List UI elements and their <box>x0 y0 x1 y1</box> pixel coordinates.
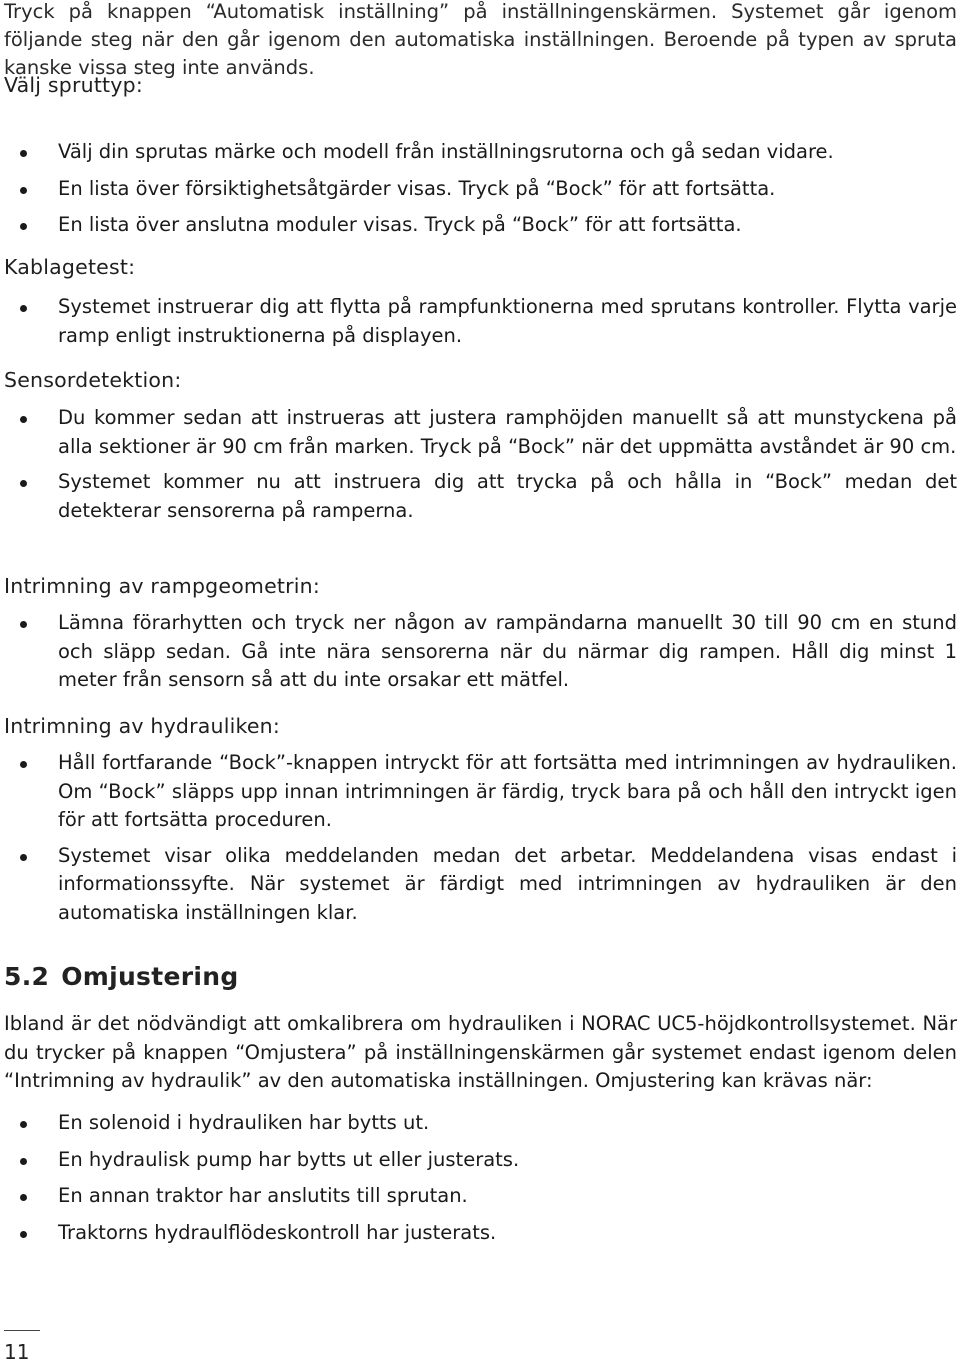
list-item: Systemet kommer nu att instruera dig att trycka på och hålla in “Bock” medan det detekterar sensorerna på ramperna. <box>4 468 957 525</box>
bullet-icon <box>20 1121 27 1128</box>
bullet-icon <box>20 621 27 628</box>
omjustering-paragraph: Ibland är det nödvändigt att omkalibrera om hydrauliken i NORAC UC5-höjdkontrollsystemet. När du trycker på knappen “Omjustera” på inställningenskärmen går systemet endast igenom delen “Intrimning av hydraulik” av den automatiska inställningen. Omjustering kan krävas när: <box>4 1012 957 1092</box>
bullet-icon <box>20 187 27 194</box>
bullet-icon <box>20 416 27 423</box>
bullet-icon <box>20 1231 27 1238</box>
list-item: Systemet visar olika meddelanden medan det arbetar. Meddelandena visas endast i informationssyfte. När systemet är färdigt med intrimningen av hydrauliken är den automatiska inställningen klar. <box>4 842 957 928</box>
bullet-icon <box>20 223 27 230</box>
bullet-icon <box>20 761 27 768</box>
bullet-icon <box>20 480 27 487</box>
list-intrimning-hydrauliken <box>4 749 957 934</box>
list-item: En lista över försiktighetsåtgärder visas. Tryck på “Bock” för att fortsätta. <box>4 175 957 204</box>
list-item: Håll fortfarande “Bock”-knappen intryckt för att fortsätta med intrimningen av hydrauliken. Om “Bock” släpps upp innan intrimningen är färdig, tryck bara på och håll den intryckt igen för att fortsätta proceduren. <box>4 749 957 835</box>
heading-kablagetest: Kablagetest: <box>4 255 136 279</box>
intro-paragraph: Tryck på knappen “Automatisk inställning” på inställningenskärmen. Systemet går igenom följande steg när den går igenom den automatiska inställningen. Beroende på typen av spruta kanske vissa steg inte används. <box>4 0 957 79</box>
section-number: 5.2 <box>4 962 50 991</box>
list-item: Traktorns hydraulflödeskontroll har justerats. <box>4 1219 957 1248</box>
list-item: En annan traktor har anslutits till sprutan. <box>4 1182 957 1211</box>
section-heading-omjustering <box>4 962 239 991</box>
section-title: Omjustering <box>61 962 239 991</box>
list-omjustering <box>4 1109 957 1254</box>
list-item: Systemet instruerar dig att flytta på rampfunktionerna med sprutans kontroller. Flytta varje ramp enligt instruktionerna på displayen. <box>4 293 957 350</box>
heading-intrimning-hydrauliken: Intrimning av hydrauliken: <box>4 714 280 738</box>
list-item: Lämna förarhytten och tryck ner någon av rampändarna manuellt 30 till 90 cm en stund och släpp sedan. Gå inte nära sensorerna när du närmar dig rampen. Håll dig minst 1 meter från sensorn så att du inte orsakar ett mätfel. <box>4 609 957 695</box>
heading-intrimning-rampgeometrin: Intrimning av rampgeometrin: <box>4 574 320 598</box>
heading-valj-spruttyp: Välj spruttyp: <box>4 73 143 97</box>
bullet-icon <box>20 150 27 157</box>
list-kablagetest <box>4 293 957 357</box>
bullet-icon <box>20 1194 27 1201</box>
list-item: En solenoid i hydrauliken har bytts ut. <box>4 1109 957 1138</box>
bullet-icon <box>20 1158 27 1165</box>
list-sensordetektion <box>4 404 957 532</box>
list-intrimning-rampgeometrin <box>4 609 957 702</box>
list-valj-spruttyp <box>4 138 957 247</box>
page-number: 11 <box>4 1340 30 1364</box>
list-item: En hydraulisk pump har bytts ut eller justerats. <box>4 1146 957 1175</box>
list-item: Välj din sprutas märke och modell från inställningsrutorna och gå sedan vidare. <box>4 138 957 167</box>
list-item: En lista över anslutna moduler visas. Tryck på “Bock” för att fortsätta. <box>4 211 957 240</box>
footer-divider <box>4 1330 40 1331</box>
bullet-icon <box>20 854 27 861</box>
heading-sensordetektion: Sensordetektion: <box>4 368 182 392</box>
list-item: Du kommer sedan att instrueras att justera ramphöjden manuellt så att munstyckena på alla sektioner är 90 cm från marken. Tryck på “Bock” när det uppmätta avståndet är 90 cm. <box>4 404 957 461</box>
bullet-icon <box>20 305 27 312</box>
